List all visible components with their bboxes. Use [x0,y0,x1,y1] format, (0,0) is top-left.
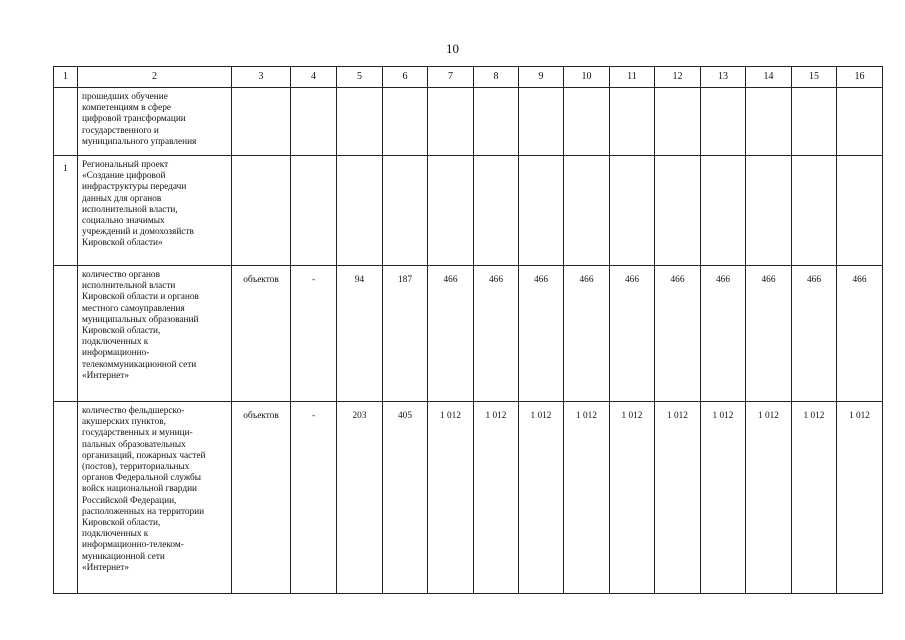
indicator-name-line: «Создание цифровой [82,171,166,182]
value-cell-col-13 [701,156,746,266]
value-cell-col-4: - [291,266,337,402]
indicator-name-line: государственного и [82,125,159,136]
indicator-name-line: пальных образовательных [82,439,186,450]
indicator-name-line: цифровой трансформации [82,114,186,125]
data-table [53,66,883,594]
value-cell-col-8 [474,156,519,266]
indicator-name-line: компетенциям в сфере [82,103,171,114]
value-cell-col-14 [746,88,792,156]
header-row [54,67,883,88]
value-cell-col-8: 466 [474,266,519,402]
value-cell-col-9 [519,156,564,266]
indicator-name-line: муниципального управления [82,136,197,147]
table-row [54,266,883,402]
indicator-name-line: Кировской области, [82,518,161,529]
value-cell-col-7 [428,156,474,266]
header-cell-16: 16 [837,67,883,88]
value-cell-col-15 [792,156,837,266]
header-cell-5: 5 [337,67,383,88]
indicator-name-line: количество фельдшерско- [82,406,185,416]
value-cell-col-16: 1 012 [837,402,883,594]
indicator-name-line: государственных и муници- [82,428,193,439]
value-cell-col-6 [383,156,428,266]
value-cell-col-10 [564,88,610,156]
indicator-name-line: органов Федеральной службы [82,473,202,484]
value-cell-col-16 [837,156,883,266]
value-cell-col-6 [383,88,428,156]
value-cell-col-11 [610,156,655,266]
value-cell-col-9: 1 012 [519,402,564,594]
indicator-name-line: подключенных к [82,529,149,540]
value-cell-col-5: 203 [337,402,383,594]
value-cell-col-14: 1 012 [746,402,792,594]
value-cell-col-10 [564,156,610,266]
table-row [54,402,883,594]
indicator-name-line: «Интернет» [82,562,129,573]
value-cell-col-15: 1 012 [792,402,837,594]
indicator-name-line: инфраструктуры передачи [82,182,187,193]
value-cell-col-7 [428,88,474,156]
indicator-name-line: расположенных на территории [82,506,205,517]
header-cell-8: 8 [474,67,519,88]
indicator-name-line: Кировской области и органов [82,292,199,303]
indicator-name-line: информационно- [82,348,150,359]
indicator-name-cell [78,88,232,156]
value-cell-col-5 [337,156,383,266]
indicator-name-line: Региональный проект [82,160,169,170]
value-cell-col-4 [291,88,337,156]
value-cell-col-16: 466 [837,266,883,402]
indicator-name-line: данных для органов [82,193,162,204]
value-cell-col-11 [610,88,655,156]
value-cell-col-8: 1 012 [474,402,519,594]
value-cell-col-9 [519,88,564,156]
header-cell-6: 6 [383,67,428,88]
indicator-name-line: акушерских пунктов, [82,417,166,428]
value-cell-col-10: 1 012 [564,402,610,594]
header-cell-10: 10 [564,67,610,88]
value-cell-col-4: - [291,402,337,594]
value-cell-col-12 [655,156,701,266]
value-cell-col-4 [291,156,337,266]
value-cell-col-15 [792,88,837,156]
header-cell-9: 9 [519,67,564,88]
value-cell-col-16 [837,88,883,156]
header-cell-13: 13 [701,67,746,88]
value-cell-col-12: 1 012 [655,402,701,594]
value-cell-col-6: 187 [383,266,428,402]
value-cell-col-11: 466 [610,266,655,402]
indicator-name-cell [78,266,232,402]
value-cell-col-7: 1 012 [428,402,474,594]
indicator-name-line: «Интернет» [82,370,129,381]
unit-cell: объектов [232,402,291,594]
value-cell-col-13: 1 012 [701,402,746,594]
indicator-name-line: Российской Федерации, [82,495,177,506]
value-cell-col-6: 405 [383,402,428,594]
row-index-cell [54,266,78,402]
value-cell-col-15: 466 [792,266,837,402]
indicator-name-line: прошедших обучение [82,92,168,102]
indicator-name-line: социально значимых [82,216,165,227]
header-cell-7: 7 [428,67,474,88]
header-cell-11: 11 [610,67,655,88]
value-cell-col-5: 94 [337,266,383,402]
header-cell-4: 4 [291,67,337,88]
value-cell-col-8 [474,88,519,156]
unit-cell [232,156,291,266]
table-row [54,156,883,266]
indicator-name-cell [78,156,232,266]
value-cell-col-5 [337,88,383,156]
value-cell-col-12 [655,88,701,156]
indicator-name-line: исполнительной власти [82,281,176,292]
indicator-name-line: муниципальных образований [82,314,199,325]
header-cell-3: 3 [232,67,291,88]
value-cell-col-13: 466 [701,266,746,402]
indicator-name-cell [78,402,232,594]
header-cell-2: 2 [78,67,232,88]
header-cell-12: 12 [655,67,701,88]
indicator-name-line: исполнительной власти, [82,204,178,215]
value-cell-col-9: 466 [519,266,564,402]
unit-cell: объектов [232,266,291,402]
row-index-cell: 1 [54,156,78,266]
indicator-name-line: количество органов [82,270,160,280]
value-cell-col-13 [701,88,746,156]
indicator-name-line: Кировской области» [82,238,163,249]
page-number: 10 [446,41,459,56]
indicator-name-line: Кировской области, [82,326,161,337]
indicator-name-line: информационно-телеком- [82,540,184,551]
value-cell-col-14 [746,156,792,266]
value-cell-col-7: 466 [428,266,474,402]
value-cell-col-10: 466 [564,266,610,402]
header-cell-1: 1 [54,67,78,88]
value-cell-col-11: 1 012 [610,402,655,594]
indicator-name-line: местного самоуправления [82,303,185,314]
indicator-name-line: муникационной сети [82,551,165,562]
indicator-name-line: (постов), территориальных [82,462,190,473]
indicator-name-line: войск национальной гвардии [82,484,198,495]
table-row [54,88,883,156]
indicator-name-line: учреждений и домохозяйств [82,227,194,238]
value-cell-col-12: 466 [655,266,701,402]
row-index-cell [54,88,78,156]
indicator-name-line: телекоммуникационной сети [82,359,197,370]
row-index-cell [54,402,78,594]
value-cell-col-14: 466 [746,266,792,402]
indicator-name-line: подключенных к [82,337,149,348]
header-cell-14: 14 [746,67,792,88]
unit-cell [232,88,291,156]
indicator-name-line: организаций, пожарных частей [82,450,206,461]
header-cell-15: 15 [792,67,837,88]
